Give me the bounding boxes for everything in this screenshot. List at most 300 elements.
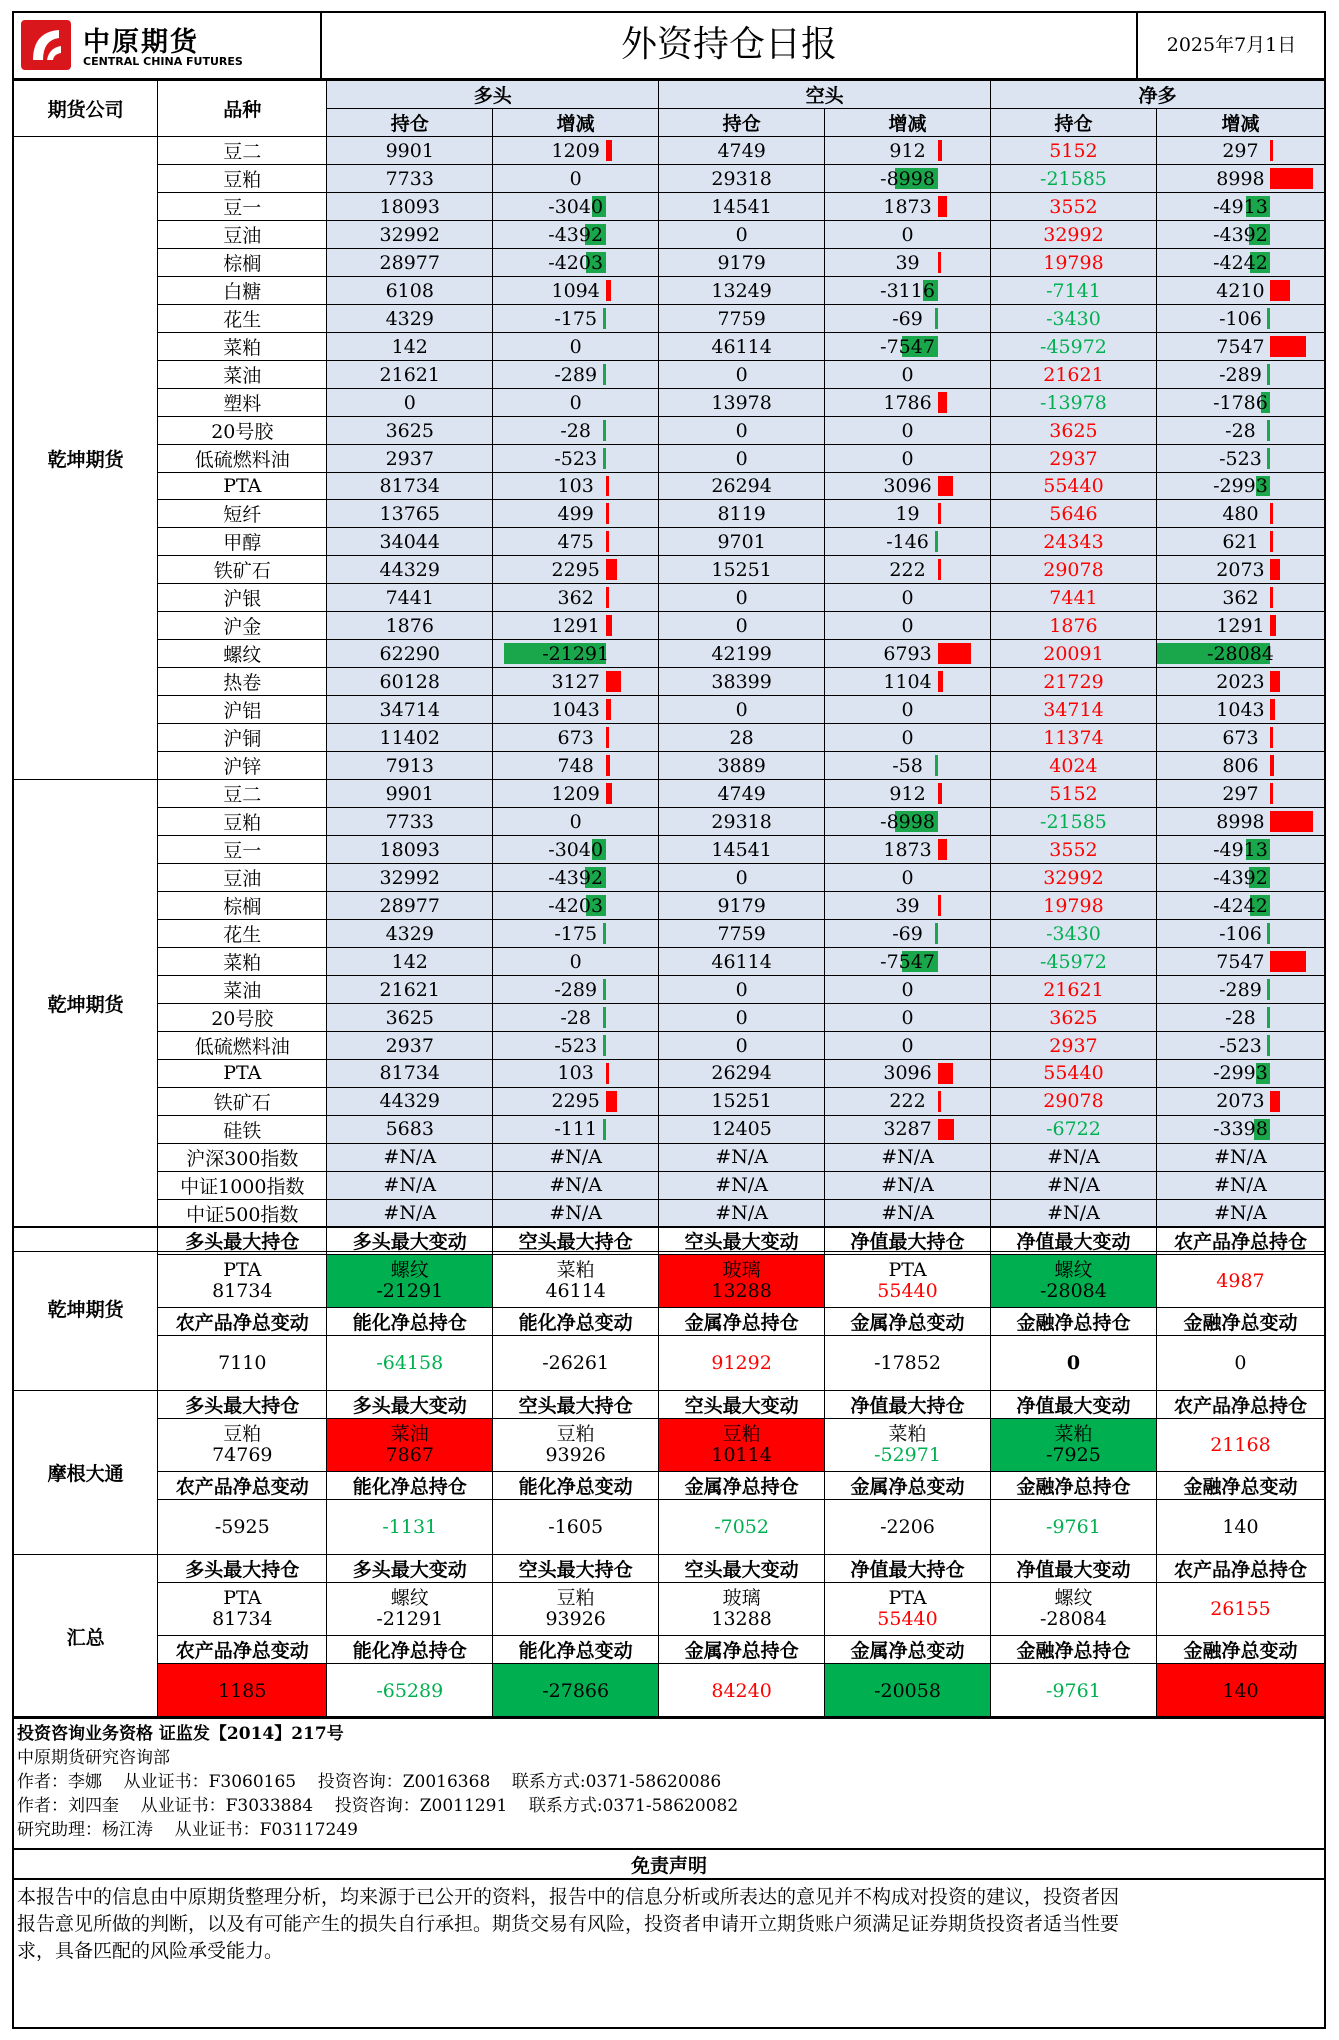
value-text: 13249 xyxy=(711,279,772,302)
value-cell xyxy=(659,696,825,724)
variety-cell xyxy=(158,724,327,752)
footer-line: 投资咨询业务资格 证监发【2014】217号 xyxy=(17,1724,344,1744)
table-row xyxy=(14,305,1325,333)
variety-name: 白糖 xyxy=(223,281,262,303)
increase-bar xyxy=(606,587,609,608)
summary-value-cell xyxy=(493,1336,659,1391)
summary-variety: 螺纹 xyxy=(1054,1587,1093,1609)
value-text: 8998 xyxy=(1216,810,1265,833)
value-cell xyxy=(659,808,825,836)
value-cell xyxy=(825,780,991,808)
value-text: 3625 xyxy=(385,419,434,442)
summary-value-cell xyxy=(825,1419,991,1472)
value-text: 26294 xyxy=(711,1062,772,1085)
table-row xyxy=(14,724,1325,752)
value-cell xyxy=(825,696,991,724)
variety-name: 中证1000指数 xyxy=(180,1175,305,1198)
value-text: 38399 xyxy=(711,670,772,693)
value-text: 3625 xyxy=(385,1006,434,1029)
decrease-bar xyxy=(935,755,938,776)
value-text: -4203 xyxy=(548,894,604,917)
summary-label: 金融净总变动 xyxy=(1156,1472,1324,1500)
summary-value-row xyxy=(14,1664,1325,1719)
value-text: 362 xyxy=(557,586,594,609)
value-cell xyxy=(659,640,825,668)
decrease-bar xyxy=(1267,364,1270,385)
summary-company-cell: 汇总 xyxy=(14,1555,158,1719)
value-text: -106 xyxy=(1219,307,1262,330)
increase-bar xyxy=(938,476,953,496)
value-cell xyxy=(991,752,1157,780)
summary-label: 净值最大变动 xyxy=(990,1391,1156,1419)
increase-bar xyxy=(1270,699,1275,720)
company-cell: 乾坤期货 xyxy=(14,780,158,1227)
value-cell xyxy=(493,948,659,976)
value-text: 14541 xyxy=(711,838,772,861)
value-text: -175 xyxy=(554,922,598,945)
value-cell xyxy=(1156,696,1324,724)
variety-cell xyxy=(158,361,327,389)
increase-bar xyxy=(1270,280,1290,301)
value-text: -523 xyxy=(554,1034,598,1057)
value-cell xyxy=(327,752,493,780)
summary-label: 空头最大持仓 xyxy=(493,1227,659,1255)
variety-cell xyxy=(158,445,327,473)
value-cell xyxy=(493,165,659,193)
variety-cell xyxy=(158,976,327,1004)
value-cell xyxy=(991,920,1157,948)
value-cell xyxy=(493,640,659,668)
variety-name: 菜粕 xyxy=(223,337,262,359)
value-text: 0 xyxy=(735,223,748,246)
value-cell xyxy=(1156,221,1324,249)
variety-cell xyxy=(158,528,327,556)
value-text: -7547 xyxy=(880,335,935,358)
value-text: 0 xyxy=(735,419,748,442)
summary-label: 金属净总变动 xyxy=(825,1472,991,1500)
increase-bar xyxy=(1270,615,1276,636)
value-text: -21585 xyxy=(1040,810,1107,833)
value-cell xyxy=(327,1143,493,1171)
summary-value-cell xyxy=(1156,1336,1324,1391)
summary-value-cell xyxy=(1156,1255,1324,1308)
summary-value: -20058 xyxy=(874,1679,941,1702)
value-text: -4913 xyxy=(1213,838,1268,861)
table-row xyxy=(14,640,1325,668)
value-text: -289 xyxy=(554,978,598,1001)
value-cell xyxy=(991,976,1157,1004)
summary-value-cell xyxy=(493,1583,659,1636)
value-cell xyxy=(991,473,1157,500)
increase-bar xyxy=(1270,168,1313,189)
summary-value-row xyxy=(14,1500,1325,1555)
value-text: 32992 xyxy=(1043,223,1104,246)
value-text: 748 xyxy=(557,754,594,777)
summary-value-row xyxy=(14,1255,1325,1308)
summary-value: 46114 xyxy=(545,1280,606,1302)
value-cell xyxy=(659,556,825,584)
increase-bar xyxy=(938,140,942,161)
value-cell xyxy=(493,612,659,640)
variety-cell xyxy=(158,1143,327,1171)
value-text: 7547 xyxy=(1216,335,1265,358)
value-cell xyxy=(991,864,1157,892)
value-text: 0 xyxy=(735,363,748,386)
value-cell xyxy=(825,473,991,500)
footer-line: 作者：李娜 从业证书：F3060165 投资咨询：Z0016368 联系方式:0371-58620086 xyxy=(17,1772,722,1792)
value-cell xyxy=(327,1004,493,1032)
summary-variety: 玻璃 xyxy=(722,1259,761,1281)
increase-bar xyxy=(938,252,941,273)
summary-value: 74769 xyxy=(212,1444,273,1466)
value-text: 0 xyxy=(569,950,582,973)
summary-label: 能化净总变动 xyxy=(493,1308,659,1336)
value-text: 297 xyxy=(1222,782,1259,805)
value-cell xyxy=(825,556,991,584)
variety-name: 螺纹 xyxy=(223,644,262,667)
value-text: 0 xyxy=(901,586,914,609)
summary-label: 多头最大变动 xyxy=(327,1391,493,1419)
value-cell xyxy=(991,808,1157,836)
value-text: 7733 xyxy=(385,167,434,190)
increase-bar xyxy=(938,1119,954,1140)
value-cell xyxy=(1156,249,1324,277)
value-cell xyxy=(1156,165,1324,193)
table-row xyxy=(14,976,1325,1004)
increase-bar xyxy=(606,476,609,496)
value-cell xyxy=(825,640,991,668)
value-text: -4392 xyxy=(548,223,604,246)
summary-label: 金融净总持仓 xyxy=(990,1472,1156,1500)
summary-label-row xyxy=(14,1227,1325,1255)
value-cell xyxy=(1156,864,1324,892)
col-short: 空头 xyxy=(659,81,991,109)
summary-value: 84240 xyxy=(711,1679,772,1702)
value-cell xyxy=(327,612,493,640)
value-cell xyxy=(991,892,1157,920)
value-cell xyxy=(659,193,825,221)
value-cell xyxy=(825,948,991,976)
summary-label: 金属净总持仓 xyxy=(659,1308,825,1336)
summary-value: -28084 xyxy=(1040,1608,1107,1630)
summary-label: 金融净总持仓 xyxy=(990,1636,1156,1664)
variety-name: 铁矿石 xyxy=(213,560,271,583)
value-cell xyxy=(327,976,493,1004)
summary-value: -2206 xyxy=(880,1515,935,1538)
value-cell xyxy=(659,668,825,696)
value-text: 103 xyxy=(557,1062,594,1085)
variety-cell xyxy=(158,808,327,836)
table-row xyxy=(14,948,1325,976)
value-cell xyxy=(991,724,1157,752)
value-cell xyxy=(327,500,493,528)
decrease-bar xyxy=(1267,923,1270,944)
value-cell xyxy=(327,1199,493,1227)
summary-variety: 菜粕 xyxy=(888,1423,927,1445)
value-text: -289 xyxy=(554,363,598,386)
summary-value: -64158 xyxy=(376,1351,444,1374)
company-cell: 乾坤期货 xyxy=(14,137,158,780)
variety-cell xyxy=(158,1032,327,1060)
value-text: 5683 xyxy=(385,1118,434,1141)
summary-variety: 螺纹 xyxy=(1054,1259,1093,1281)
value-text: 2937 xyxy=(385,1034,434,1057)
value-text: 21621 xyxy=(379,978,440,1001)
value-cell xyxy=(991,165,1157,193)
col-net-change: 增减 xyxy=(1156,109,1324,137)
summary-value-row xyxy=(14,1419,1325,1472)
summary-value-cell xyxy=(659,1500,825,1555)
value-text: -3430 xyxy=(1046,307,1101,330)
value-cell xyxy=(825,1115,991,1143)
value-text: -4242 xyxy=(1213,251,1268,274)
value-text: 4210 xyxy=(1216,279,1265,302)
variety-cell xyxy=(158,668,327,696)
variety-name: 沪锌 xyxy=(223,756,262,779)
summary-label: 金属净总持仓 xyxy=(659,1636,825,1664)
table-row xyxy=(14,528,1325,556)
table-row xyxy=(14,696,1325,724)
value-text: #N/A xyxy=(1214,1146,1267,1169)
value-text: 1873 xyxy=(883,838,932,861)
value-text: #N/A xyxy=(715,1174,768,1197)
value-text: 2073 xyxy=(1216,1090,1265,1113)
value-text: 0 xyxy=(735,1006,748,1029)
variety-name: 沪银 xyxy=(223,588,262,611)
variety-cell xyxy=(158,1060,327,1087)
summary-label: 多头最大持仓 xyxy=(158,1555,327,1583)
variety-name: PTA xyxy=(223,475,262,498)
value-text: 0 xyxy=(569,167,582,190)
summary-value: -27866 xyxy=(542,1679,610,1702)
value-cell xyxy=(493,976,659,1004)
value-text: 2295 xyxy=(551,1090,600,1113)
value-cell xyxy=(493,724,659,752)
value-cell xyxy=(991,249,1157,277)
value-cell xyxy=(825,584,991,612)
value-cell xyxy=(327,780,493,808)
value-text: 34044 xyxy=(379,530,440,553)
increase-bar xyxy=(1270,811,1313,832)
variety-name: 豆一 xyxy=(223,840,262,863)
variety-cell xyxy=(158,500,327,528)
value-text: -2993 xyxy=(1213,475,1268,498)
value-text: 1873 xyxy=(883,195,932,218)
value-text: 2937 xyxy=(1049,447,1098,470)
summary-value: -65289 xyxy=(376,1679,444,1702)
summary-label: 空头最大变动 xyxy=(659,1227,825,1255)
value-cell xyxy=(825,1171,991,1199)
col-short-position: 持仓 xyxy=(659,109,825,137)
footer-line: 作者：刘四奎 从业证书：F3033884 投资咨询：Z0011291 联系方式:0371-58620082 xyxy=(17,1796,739,1816)
value-text: 0 xyxy=(735,866,748,889)
value-cell xyxy=(493,249,659,277)
value-text: -146 xyxy=(886,530,929,553)
value-cell xyxy=(493,864,659,892)
value-cell xyxy=(991,305,1157,333)
report-header xyxy=(13,12,1325,80)
increase-bar xyxy=(1270,140,1273,161)
value-text: 9179 xyxy=(717,894,766,917)
value-cell xyxy=(1156,1032,1324,1060)
value-text: -111 xyxy=(554,1118,598,1141)
summary-value: -28084 xyxy=(1040,1280,1107,1302)
increase-bar xyxy=(606,1063,609,1083)
positions-table xyxy=(13,80,1325,1252)
value-text: 7441 xyxy=(1049,586,1098,609)
value-cell xyxy=(659,249,825,277)
value-cell xyxy=(659,892,825,920)
table-row xyxy=(14,361,1325,389)
logo-text-en: CENTRAL CHINA FUTURES xyxy=(83,55,243,68)
value-text: 2937 xyxy=(385,447,434,470)
summary-value-cell xyxy=(825,1336,991,1391)
summary-label: 金融净总持仓 xyxy=(990,1308,1156,1336)
col-net: 净多 xyxy=(991,81,1325,109)
value-text: #N/A xyxy=(881,1174,934,1197)
value-text: 11374 xyxy=(1043,726,1104,749)
summary-value-cell xyxy=(990,1583,1156,1636)
value-text: 3625 xyxy=(1049,1006,1098,1029)
summary-label: 多头最大变动 xyxy=(327,1555,493,1583)
variety-cell xyxy=(158,137,327,165)
summary-value-cell xyxy=(493,1255,659,1308)
summary-value-cell xyxy=(158,1419,327,1472)
value-text: 28977 xyxy=(379,894,440,917)
value-cell xyxy=(825,165,991,193)
value-cell xyxy=(659,584,825,612)
decrease-bar xyxy=(603,1119,606,1140)
value-cell xyxy=(825,305,991,333)
value-cell xyxy=(327,389,493,417)
summary-label: 农产品净总持仓 xyxy=(1156,1555,1324,1583)
value-cell xyxy=(659,137,825,165)
summary-label: 多头最大持仓 xyxy=(158,1227,327,1255)
report-date: 2025年7月1日 xyxy=(1166,34,1297,56)
col-short-change: 增减 xyxy=(825,109,991,137)
variety-cell xyxy=(158,193,327,221)
variety-name: 20号胶 xyxy=(211,1008,274,1031)
summary-label: 能化净总持仓 xyxy=(327,1636,493,1664)
value-text: 29078 xyxy=(1043,558,1104,581)
variety-cell xyxy=(158,277,327,305)
value-cell xyxy=(991,1004,1157,1032)
footer-line: 中原期货研究咨询部 xyxy=(17,1748,170,1768)
value-text: 46114 xyxy=(711,950,772,973)
variety-name: 豆油 xyxy=(223,868,262,891)
table-row xyxy=(14,836,1325,864)
value-text: 28977 xyxy=(379,251,440,274)
summary-value-cell xyxy=(158,1255,327,1308)
value-text: 13978 xyxy=(711,391,772,414)
summary-value: -26261 xyxy=(542,1351,610,1374)
value-text: 0 xyxy=(735,698,748,721)
table-row xyxy=(14,920,1325,948)
value-text: 9701 xyxy=(717,530,766,553)
summary-value: -21291 xyxy=(376,1280,444,1302)
value-text: 0 xyxy=(901,866,914,889)
value-cell xyxy=(493,445,659,473)
value-text: -28 xyxy=(560,419,591,442)
variety-name: 低硫燃料油 xyxy=(194,1036,290,1059)
value-cell xyxy=(825,1087,991,1115)
value-text: -3040 xyxy=(548,195,604,218)
value-text: -289 xyxy=(1219,363,1262,386)
value-text: 4024 xyxy=(1049,754,1098,777)
value-cell xyxy=(327,920,493,948)
value-cell xyxy=(327,724,493,752)
summary-value: 7867 xyxy=(385,1444,434,1466)
value-cell xyxy=(825,193,991,221)
table-row xyxy=(14,277,1325,305)
value-cell xyxy=(493,277,659,305)
variety-cell xyxy=(158,417,327,445)
value-cell xyxy=(1156,1087,1324,1115)
decrease-bar xyxy=(1267,448,1270,469)
value-text: -6722 xyxy=(1046,1118,1101,1141)
value-text: 5152 xyxy=(1049,139,1098,162)
value-cell xyxy=(825,612,991,640)
value-cell xyxy=(991,556,1157,584)
value-cell xyxy=(659,724,825,752)
summary-value: 81734 xyxy=(212,1280,273,1302)
value-text: 4329 xyxy=(385,307,434,330)
value-cell xyxy=(991,696,1157,724)
table-row xyxy=(14,1032,1325,1060)
decrease-bar xyxy=(603,1007,606,1028)
value-text: 7913 xyxy=(385,754,434,777)
value-text: -4242 xyxy=(1213,894,1268,917)
value-text: 0 xyxy=(569,335,582,358)
summary-label: 能化净总持仓 xyxy=(327,1308,493,1336)
value-text: 19798 xyxy=(1043,251,1104,274)
summary-value: 13288 xyxy=(711,1280,772,1302)
value-cell xyxy=(1156,277,1324,305)
value-text: 2073 xyxy=(1216,558,1265,581)
value-text: 4329 xyxy=(385,922,434,945)
variety-name: 豆二 xyxy=(223,141,262,163)
value-text: 0 xyxy=(901,614,914,637)
summary-value-cell xyxy=(158,1500,327,1555)
value-text: 42199 xyxy=(711,642,772,665)
value-text: 673 xyxy=(1222,726,1259,749)
variety-name: 豆粕 xyxy=(223,812,262,835)
value-cell xyxy=(659,277,825,305)
increase-bar xyxy=(938,839,947,860)
value-cell xyxy=(825,724,991,752)
value-text: 0 xyxy=(735,978,748,1001)
value-cell xyxy=(825,976,991,1004)
value-cell xyxy=(327,556,493,584)
summary-label: 能化净总持仓 xyxy=(327,1472,493,1500)
increase-bar xyxy=(938,895,941,916)
value-cell xyxy=(825,361,991,389)
table-row xyxy=(14,752,1325,780)
value-cell xyxy=(825,892,991,920)
value-cell xyxy=(659,445,825,473)
value-text: 44329 xyxy=(379,558,440,581)
value-cell xyxy=(1156,920,1324,948)
value-cell xyxy=(1156,1143,1324,1171)
variety-name: 沪金 xyxy=(223,616,262,639)
value-cell xyxy=(659,500,825,528)
value-text: 15251 xyxy=(711,558,772,581)
value-text: 55440 xyxy=(1043,1062,1104,1085)
summary-label: 金融净总变动 xyxy=(1156,1308,1324,1336)
value-text: -4392 xyxy=(1213,223,1268,246)
table-row xyxy=(14,892,1325,920)
value-cell xyxy=(825,500,991,528)
